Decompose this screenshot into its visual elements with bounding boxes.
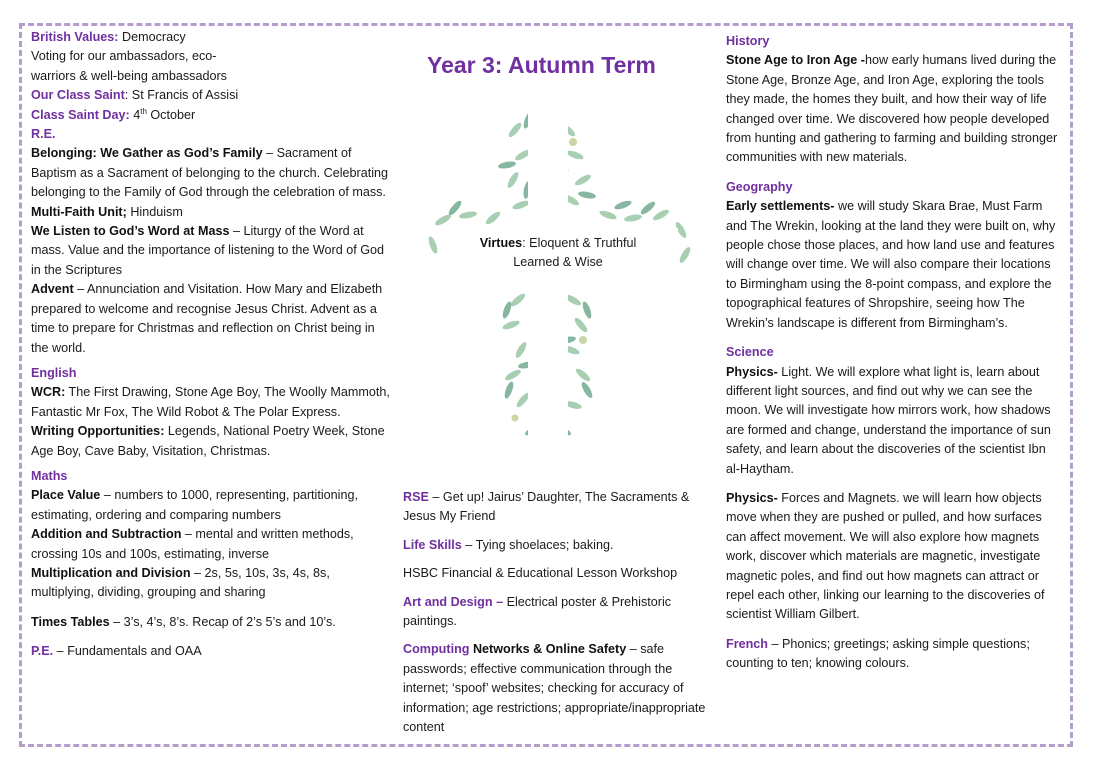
history-heading: History bbox=[726, 34, 770, 48]
british-values-label: British Values: bbox=[31, 30, 119, 44]
english-item: WCR: The First Drawing, Stone Age Boy, The Woolly Mammoth, Fantastic Mr Fox, The Wild Robot & The Polar Express. bbox=[31, 385, 390, 419]
middle-column bbox=[403, 0, 723, 768]
left-column bbox=[31, 28, 391, 662]
class-saint-day: Class Saint Day: 4th October bbox=[31, 106, 196, 122]
right-column bbox=[726, 32, 1058, 674]
english-item: Writing Opportunities: Legends, National Poetry Week, Stone Age Boy, Cave Baby, Visitation, Christmas. bbox=[31, 424, 385, 458]
re-item: Advent – Annunciation and Visitation. How Mary and Elizabeth prepared to welcome and recognise Jesus Christ. Advent as a time to prepare for Christmas and reflection on Christ being in the world. bbox=[31, 282, 383, 355]
english-heading: English bbox=[31, 365, 77, 380]
french: French – Phonics; greetings; asking simple questions; counting to ten; knowing colours. bbox=[726, 636, 1030, 671]
science-item: Physics- Forces and Magnets. we will learn how objects move when they are pushed or pulled, and how surfaces can affect movement. We will also explore how magnets work, discover which materials are magnetic, investigate magnetic poles, and find out how magnets can attract or repel each other, linking our learning to the discoveries of scientist William Gilbert. bbox=[726, 490, 1045, 622]
leafy-cross-image bbox=[423, 100, 693, 455]
science-heading: Science bbox=[726, 345, 774, 360]
science-item: Physics- Light. We will explore what light is, learn about different light sources, and find out why we can see the moon. We will investigate how mirrors work, how shadows are formed and change, understand the importance of sun safety, and learn about the discoveries of the scientist Ibn al-Haytham. bbox=[726, 364, 1051, 476]
rse: RSE – Get up! Jairus’ Daughter, The Sacraments & Jesus My Friend bbox=[403, 490, 690, 524]
british-values-detail: Voting for our ambassadors, eco-warriors & well-being ambassadors bbox=[31, 49, 227, 83]
re-item: Belonging: We Gather as God’s Family – Sacrament of Baptism as a Sacrament of belonging to the church. Celebrating belonging to the Family of God through the celebration of mass. bbox=[31, 146, 389, 200]
hsbc-workshop: HSBC Financial & Educational Lesson Workshop bbox=[403, 566, 678, 581]
geography-heading: Geography bbox=[726, 179, 793, 194]
cross-icon bbox=[423, 100, 693, 455]
maths-heading: Maths bbox=[31, 468, 68, 483]
re-item: We Listen to God’s Word at Mass – Liturgy of the Word at mass. Value and the importance of listening to the Word of God in the Scriptures bbox=[31, 224, 385, 277]
history-text: Stone Age to Iron Age -how early humans lived during the Stone Age, Bronze Age, and Iron Age, exploring the tools they made, the homes they built, and how their way of life changed over time. We discovered how people developed from hunting and gathering to farming and building stronger communities with new materials. bbox=[726, 53, 1058, 165]
art-design: Art and Design – Electrical poster & Prehistoric paintings. bbox=[403, 594, 672, 629]
re-item: Multi-Faith Unit; Hinduism bbox=[31, 204, 183, 219]
life-skills: Life Skills – Tying shoelaces; baking. bbox=[403, 537, 614, 552]
maths-item: Multiplication and Division – 2s, 5s, 10s, 3s, 4s, 8s, multiplying, dividing, grouping and sharing bbox=[31, 565, 330, 600]
maths-item: Place Value – numbers to 1000, representing, partitioning, estimating, ordering and comparing numbers bbox=[31, 488, 358, 522]
class-saint: Our Class Saint: St Francis of Assisi bbox=[31, 88, 239, 103]
re-heading: R.E. bbox=[31, 127, 56, 142]
geography-text: Early settlements- we will study Skara Brae, Must Farm and The Wrekin, looking at the land they were built on, why people chose those places, and how land use and features will change over time. We will also compare their locations to Birmingham using the 8-point compass, and explore the topographical features of Shropshire, seeing how The Wrekin’s landscape is different from Birmingham’s. bbox=[726, 199, 1056, 330]
maths-item: Addition and Subtraction – mental and written methods, crossing 10s and 100s, estimating, inverse bbox=[31, 527, 354, 561]
page-title: Year 3: Autumn Term bbox=[427, 52, 656, 78]
times-tables: Times Tables – 3’s, 4’s, 8’s. Recap of 2’s 5’s and 10’s. bbox=[31, 614, 336, 629]
computing: Computing Networks & Online Safety – safe passwords; effective communication through the internet; ‘spoof’ websites; checking for accuracy of information; age restrictions; appropriate/inappropriate content bbox=[403, 642, 706, 735]
pe: P.E. – Fundamentals and OAA bbox=[31, 644, 202, 659]
virtues-text: Virtues: Eloquent & Truthful Learned & Wise bbox=[451, 231, 665, 275]
british-values: British Values: Democracy bbox=[31, 30, 186, 44]
middle-subjects bbox=[403, 488, 713, 737]
